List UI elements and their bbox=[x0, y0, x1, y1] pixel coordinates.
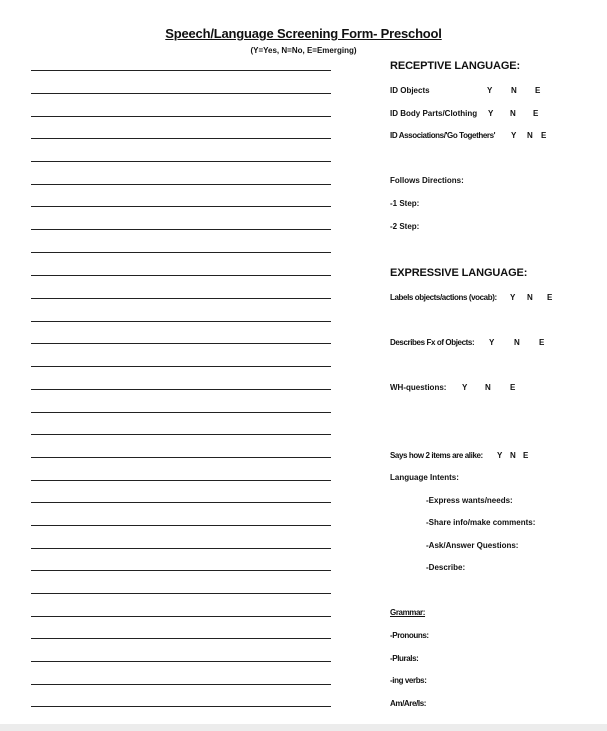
says-alike-label: Says how 2 items are alike: bbox=[390, 451, 483, 460]
writing-line bbox=[31, 206, 331, 207]
intent-item: -Share info/make comments: bbox=[426, 518, 536, 527]
language-intents-label: Language Intents: bbox=[390, 473, 459, 482]
writing-line bbox=[31, 548, 331, 549]
receptive-heading: RECEPTIVE LANGUAGE: bbox=[390, 60, 521, 72]
writing-line bbox=[31, 116, 331, 117]
option-no: N bbox=[510, 109, 516, 118]
writing-line bbox=[31, 684, 331, 685]
option-emerging: E bbox=[547, 293, 553, 302]
writing-line bbox=[31, 184, 331, 185]
intent-item: -Describe: bbox=[426, 563, 466, 572]
id-objects-label: ID Objects bbox=[390, 86, 430, 95]
grammar-item: -ing verbs: bbox=[390, 676, 427, 685]
option-no: N bbox=[527, 293, 533, 302]
writing-line bbox=[31, 570, 331, 571]
wh-questions-label: WH-questions: bbox=[390, 383, 447, 392]
option-no: N bbox=[514, 338, 520, 347]
writing-line bbox=[31, 434, 331, 435]
grammar-item: -Pronouns: bbox=[390, 631, 429, 640]
id-associations-label: ID Associations/'Go Togethers' bbox=[390, 131, 496, 140]
writing-line bbox=[31, 229, 331, 230]
writing-line bbox=[31, 593, 331, 594]
option-no: N bbox=[527, 131, 533, 140]
follows-directions-label: Follows Directions: bbox=[390, 176, 464, 185]
option-no: N bbox=[511, 86, 517, 95]
option-emerging: E bbox=[535, 86, 541, 95]
option-yes: Y bbox=[497, 451, 503, 460]
writing-line bbox=[31, 161, 331, 162]
writing-line bbox=[31, 480, 331, 481]
labels-objects-label: Labels objects/actions (vocab): bbox=[390, 293, 497, 302]
writing-line bbox=[31, 321, 331, 322]
option-emerging: E bbox=[539, 338, 545, 347]
writing-line bbox=[31, 252, 331, 253]
writing-line bbox=[31, 661, 331, 662]
writing-line bbox=[31, 706, 331, 707]
writing-line bbox=[31, 638, 331, 639]
writing-line bbox=[31, 366, 331, 367]
writing-line bbox=[31, 275, 331, 276]
one-step-label: -1 Step: bbox=[390, 199, 420, 208]
two-step-label: -2 Step: bbox=[390, 222, 420, 231]
page-subtitle: (Y=Yes, N=No, E=Emerging) bbox=[250, 46, 357, 55]
option-emerging: E bbox=[533, 109, 539, 118]
option-yes: Y bbox=[511, 131, 517, 140]
expressive-heading: EXPRESSIVE LANGUAGE: bbox=[390, 267, 528, 279]
option-yes: Y bbox=[462, 383, 468, 392]
writing-line bbox=[31, 457, 331, 458]
writing-line bbox=[31, 616, 331, 617]
grammar-item: -Plurals: bbox=[390, 654, 419, 663]
writing-line bbox=[31, 138, 331, 139]
option-no: N bbox=[485, 383, 491, 392]
page-title: Speech/Language Screening Form- Preschool bbox=[165, 26, 442, 41]
intent-item: -Ask/Answer Questions: bbox=[426, 541, 519, 550]
writing-line bbox=[31, 525, 331, 526]
option-yes: Y bbox=[488, 109, 494, 118]
grammar-item: Am/Are/Is: bbox=[390, 699, 427, 708]
option-emerging: E bbox=[541, 131, 547, 140]
option-emerging: E bbox=[523, 451, 529, 460]
describes-fx-label: Describes Fx of Objects: bbox=[390, 338, 475, 347]
option-no: N bbox=[510, 451, 516, 460]
writing-line bbox=[31, 389, 331, 390]
option-yes: Y bbox=[487, 86, 493, 95]
id-body-parts-label: ID Body Parts/Clothing bbox=[390, 109, 478, 118]
intent-item: -Express wants/needs: bbox=[426, 496, 513, 505]
writing-line bbox=[31, 298, 331, 299]
writing-line bbox=[31, 502, 331, 503]
option-yes: Y bbox=[510, 293, 516, 302]
grammar-heading: Grammar: bbox=[390, 608, 426, 617]
option-yes: Y bbox=[489, 338, 495, 347]
writing-line bbox=[31, 70, 331, 71]
option-emerging: E bbox=[510, 383, 516, 392]
writing-line bbox=[31, 343, 331, 344]
writing-line bbox=[31, 93, 331, 94]
writing-line bbox=[31, 412, 331, 413]
